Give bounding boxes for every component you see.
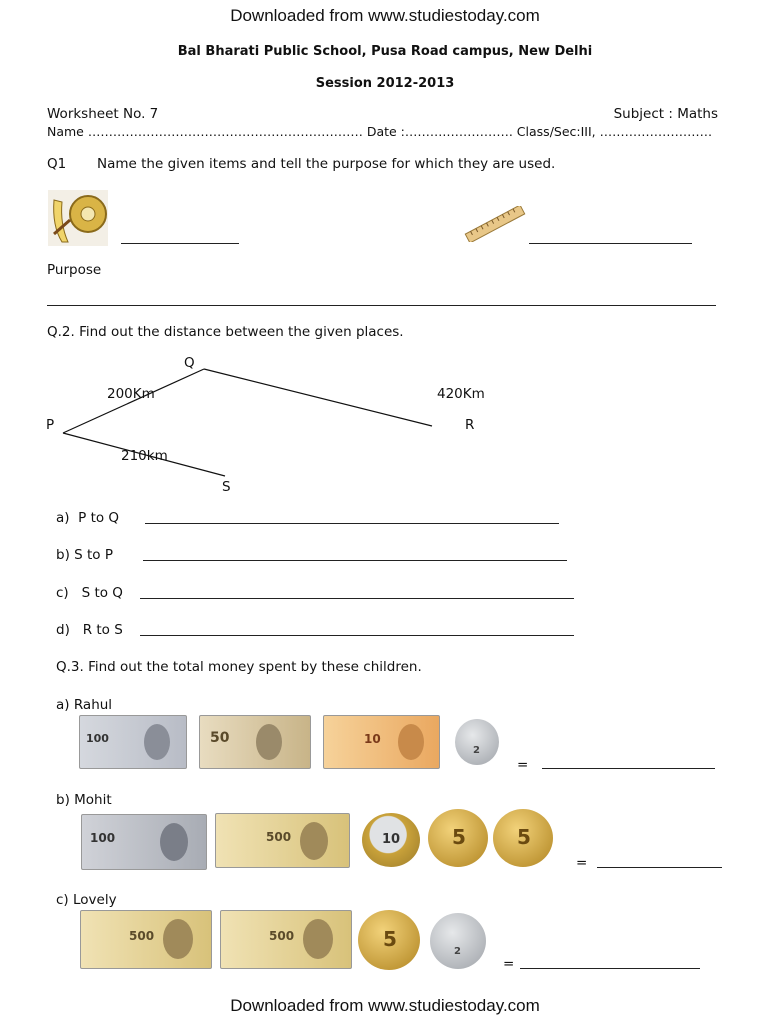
- note-50-rupee: [199, 715, 311, 769]
- point-p-label: P: [46, 417, 55, 433]
- note-10-rupee: [323, 715, 440, 769]
- q2-answer-line-a[interactable]: [145, 523, 559, 524]
- gandhi-portrait: [303, 919, 333, 959]
- q1-question: Name the given items and tell the purpose for which they are used.: [97, 156, 556, 172]
- distance-pq-label: 200Km: [107, 386, 155, 402]
- q2-item-d: d) R to S: [56, 622, 123, 638]
- q3-question: Q.3. Find out the total money spent by these children.: [56, 659, 422, 675]
- q2-answer-line-d[interactable]: [140, 635, 574, 636]
- coin-2-rupee: 2: [430, 913, 486, 969]
- coin-5-rupee: 5: [428, 809, 488, 867]
- note-100-rupee: [79, 715, 187, 769]
- gandhi-portrait: [144, 724, 170, 760]
- note-denomination: 100: [90, 831, 116, 845]
- gandhi-portrait: [256, 724, 282, 760]
- distance-diagram: [40, 350, 510, 500]
- ruler-image: [462, 206, 528, 242]
- session-title: Session 2012-2013: [315, 76, 455, 91]
- child-rahul: a) Rahul: [56, 697, 113, 713]
- gandhi-portrait: [163, 919, 193, 959]
- q2-question: Q.2. Find out the distance between the given places.: [47, 324, 404, 340]
- note-500-rupee: [80, 910, 212, 969]
- mohit-answer-line[interactable]: [597, 867, 722, 868]
- note-denomination: 500: [266, 830, 292, 844]
- measuring-tape-image: [48, 190, 108, 246]
- edge-q-r: [204, 369, 432, 426]
- note-denomination: 500: [129, 929, 155, 943]
- distance-ps-label: 210km: [121, 448, 168, 464]
- coin-10-rupee: 10: [362, 813, 420, 867]
- child-mohit: b) Mohit: [56, 792, 112, 808]
- note-denomination: 100: [86, 732, 109, 745]
- mohit-equals: =: [576, 855, 588, 871]
- download-banner-bottom: Downloaded from www.studiestoday.com: [230, 996, 540, 1015]
- school-name: Bal Bharati Public School, Pusa Road campus, New Delhi: [177, 44, 593, 59]
- note-100-rupee: [81, 814, 207, 870]
- coin-5-rupee: 5: [358, 910, 420, 970]
- q1-answer-line-1[interactable]: [121, 243, 239, 244]
- note-denomination: 10: [364, 732, 381, 746]
- distance-qr-label: 420Km: [437, 386, 485, 402]
- child-lovely: c) Lovely: [56, 892, 117, 908]
- lovely-equals: =: [503, 956, 515, 972]
- point-q-label: Q: [184, 355, 195, 371]
- q2-answer-line-b[interactable]: [143, 560, 567, 561]
- worksheet-number: Worksheet No. 7: [47, 106, 159, 122]
- subject-label: Subject : Maths: [613, 106, 718, 122]
- purpose-label: Purpose: [47, 262, 102, 278]
- q2-item-c: c) S to Q: [56, 585, 123, 601]
- point-s-label: S: [222, 479, 231, 495]
- q2-item-b: b) S to P: [56, 547, 113, 563]
- coin-2-rupee: 2: [455, 719, 499, 765]
- download-banner-top: Downloaded from www.studiestoday.com: [230, 6, 540, 25]
- gandhi-portrait: [160, 823, 188, 861]
- name-date-class-line: Name ………………………………………………………… Date :……….……………. Class/Sec:III, ………………………: [47, 124, 713, 139]
- note-500-rupee: [220, 910, 352, 969]
- purpose-answer-line[interactable]: [47, 305, 716, 306]
- gandhi-portrait: [300, 822, 328, 860]
- q1-number: Q1: [47, 156, 67, 172]
- note-500-rupee: [215, 813, 350, 868]
- rahul-equals: =: [517, 757, 529, 773]
- gandhi-portrait: [398, 724, 424, 760]
- rahul-answer-line[interactable]: [542, 768, 715, 769]
- q2-item-a: a) P to Q: [56, 510, 120, 526]
- q2-answer-line-c[interactable]: [140, 598, 574, 599]
- coin-5-rupee: 5: [493, 809, 553, 867]
- lovely-answer-line[interactable]: [520, 968, 700, 969]
- point-r-label: R: [465, 417, 475, 433]
- note-denomination: 50: [210, 730, 230, 746]
- q1-answer-line-2[interactable]: [529, 243, 692, 244]
- note-denomination: 500: [269, 929, 295, 943]
